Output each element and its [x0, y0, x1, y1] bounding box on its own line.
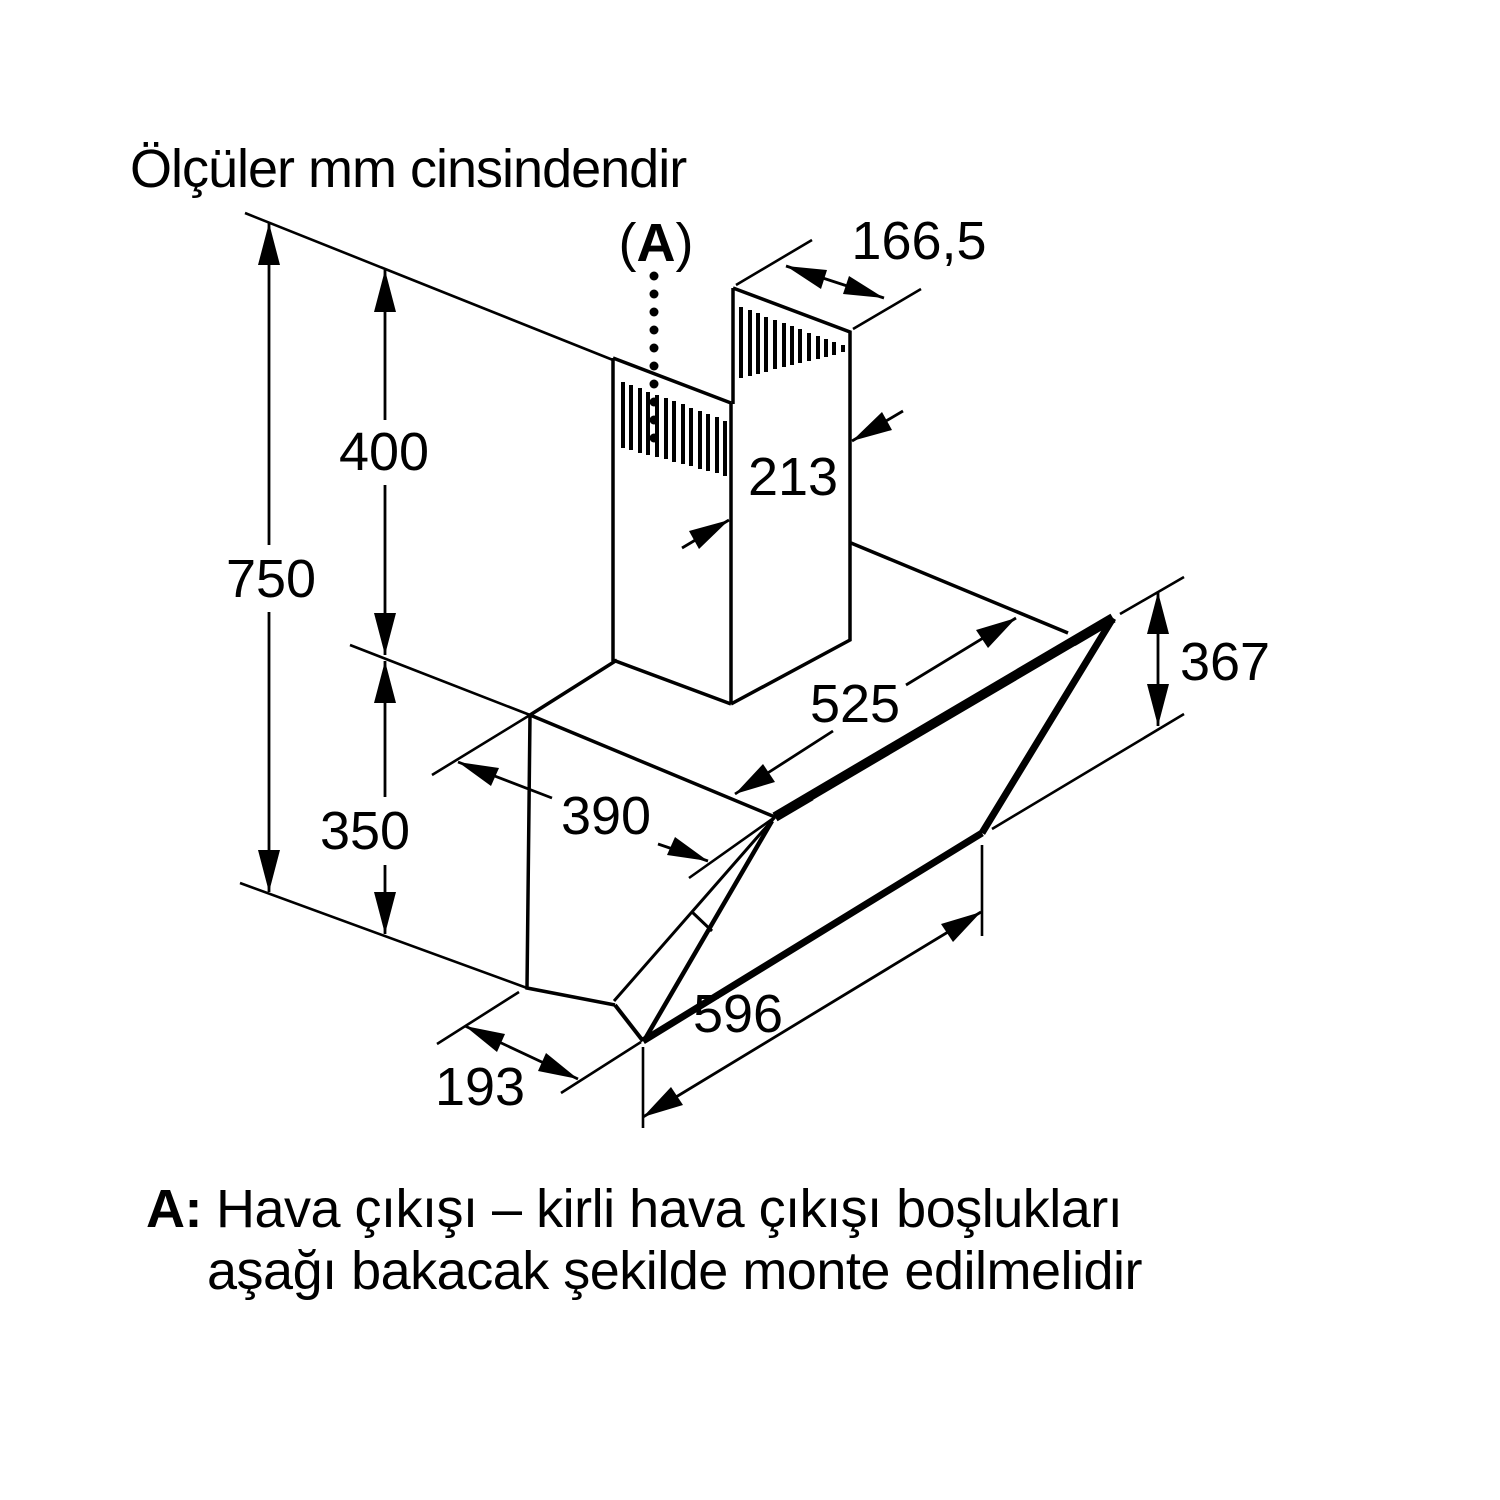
vent-leader-dots-icon [650, 272, 659, 443]
vent-slots-upper-icon [741, 307, 843, 378]
dim-glass-height: 367 [1179, 632, 1271, 692]
arrow-596-left-icon [643, 1087, 683, 1117]
arrow-367-top-icon [1147, 592, 1169, 634]
arrow-213-upper-icon [852, 412, 892, 441]
note-line-1: A: Hava çıkışı – kirli hava çıkışı boşlukları [146, 1179, 1123, 1239]
arrow-750-bottom-icon [258, 850, 280, 892]
arrow-400-top-icon [374, 270, 396, 312]
arrow-390-right-icon [667, 837, 708, 861]
arrow-193-left-icon [465, 1026, 505, 1052]
top-back-edge [851, 543, 1068, 633]
arrow-367-bottom-icon [1147, 684, 1169, 726]
dim-total-height: 750 [225, 549, 317, 609]
vent-point-label: (A) [618, 213, 694, 273]
arrow-193-right-icon [538, 1053, 578, 1079]
arrow-166-left-icon [786, 266, 827, 289]
arrow-525-left-icon [735, 764, 775, 794]
page-title: Ölçüler mm cinsindendir [130, 139, 687, 199]
arrow-390-left-icon [458, 762, 499, 786]
body-bottom-front-edge [615, 1005, 643, 1041]
arrow-166-right-icon [843, 276, 884, 298]
dim-chimney-depth: 213 [747, 447, 839, 507]
dim-top-depth: 525 [809, 674, 901, 734]
arrow-350-bottom-icon [374, 892, 396, 934]
dim-body-height: 350 [319, 801, 411, 861]
arrow-525-right-icon [976, 618, 1016, 648]
dim-top-front-depth: 390 [560, 786, 652, 846]
note-line-2: aşağı bakacak şekilde monte edilmelidir [207, 1241, 1142, 1301]
arrow-750-top-icon [258, 223, 280, 265]
arrow-213-lower-icon [689, 520, 729, 549]
dim-bottom-depth: 193 [434, 1057, 526, 1117]
dim-duct-width: 166,5 [851, 211, 987, 271]
arrow-400-bottom-icon [374, 613, 396, 655]
dim-chimney-height: 400 [338, 422, 430, 482]
arrow-350-top-icon [374, 661, 396, 703]
arrow-596-right-icon [941, 912, 981, 942]
dim-glass-width: 596 [692, 984, 784, 1044]
